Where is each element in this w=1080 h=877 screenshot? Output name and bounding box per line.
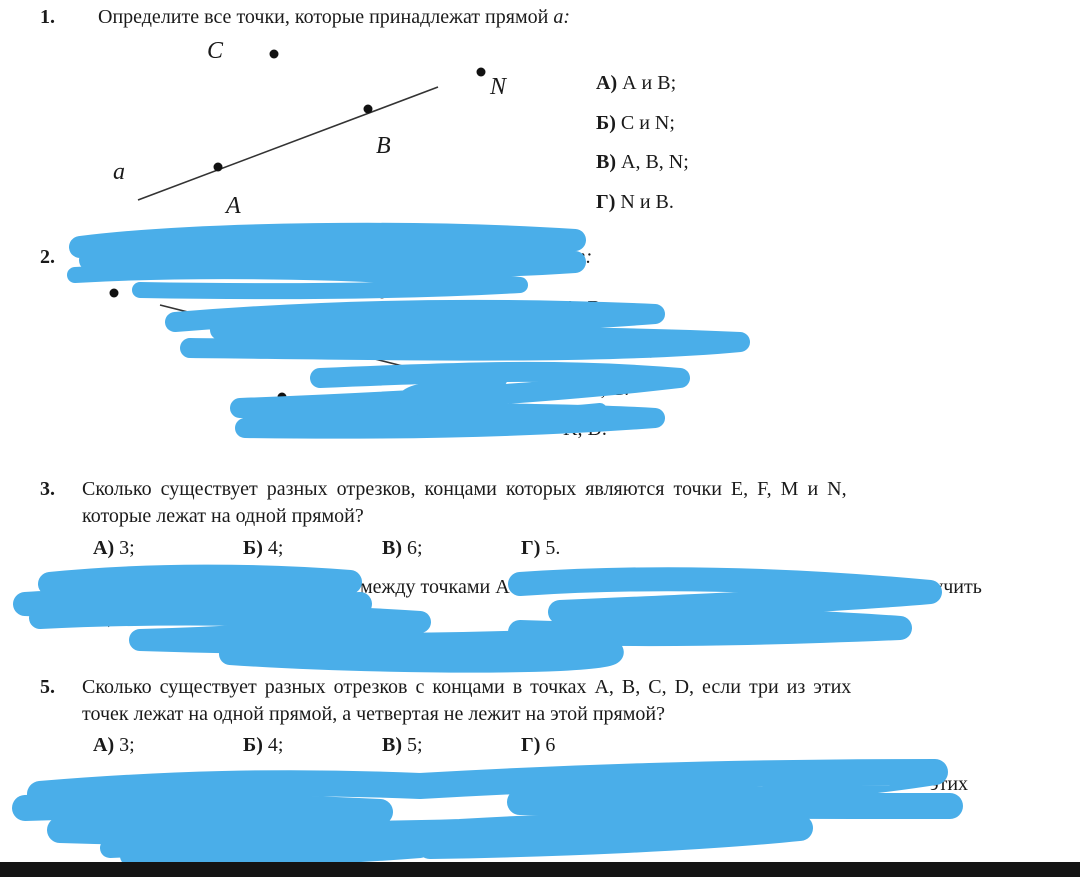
- q4-fragment-4: 5.: [540, 637, 555, 659]
- q1-option-c: В) A, B, N;: [596, 151, 689, 173]
- q1-label-c: C: [207, 38, 224, 64]
- q1-label-n: N: [490, 74, 507, 100]
- q6-fragment-1: существует разных отр: [230, 773, 427, 795]
- q1-question: Определите все точки, которые принадлежат прямой: [98, 6, 549, 28]
- q2-text-right: лежат прямой m:: [448, 246, 593, 268]
- scribble-q2-body-1: [175, 310, 740, 351]
- q5-option-b: Б) 4;: [243, 734, 284, 756]
- scribble-q4-2: [520, 579, 930, 634]
- q1-option-a: А) А и В;: [596, 72, 677, 94]
- q5-line1: Сколько существует разных отрезков с концами в точках A, B, C, D, если три из этих: [82, 676, 852, 698]
- q6-fragment-4: Г) 5.: [521, 832, 560, 854]
- q4-fragment-2: AB получить: [870, 576, 982, 598]
- q1-option-b: Б) C и N;: [596, 112, 675, 134]
- bottom-dark-bar: [0, 862, 1080, 877]
- q2-text-left: Укажите все: [84, 246, 190, 268]
- scribble-q2-header: [80, 234, 575, 269]
- q2-option-b: A, B, K, D;: [563, 338, 656, 360]
- q3-line2: которые лежат на одной прямой?: [82, 505, 364, 527]
- q5-number: 5.: [40, 676, 55, 698]
- q2-number: 2.: [40, 246, 55, 268]
- q4-fragment-1: между точками A и B: [360, 576, 543, 598]
- q1-number: 1.: [40, 6, 55, 28]
- q6-fragment-3: В): [382, 832, 402, 854]
- q5-line2: точек лежат на одной прямой, а четвертая не лежит на этой прямой?: [82, 703, 665, 725]
- q3-option-b: Б) 4;: [243, 537, 284, 559]
- q3-option-a: А) 3;: [93, 537, 135, 559]
- q3-number: 3.: [40, 478, 55, 500]
- q5-option-d: Г) 6: [521, 734, 556, 756]
- q1-label-b: B: [376, 133, 391, 159]
- q3-option-d: Г) 5.: [521, 537, 561, 559]
- scribble-q6-3: [110, 844, 420, 857]
- q2-option-c: A, B, C.: [563, 378, 630, 400]
- q6-fragment-2: этих: [930, 773, 969, 795]
- q3-line1: Сколько существует разных отрезков, концами которых являются точки E, F, M и N,: [82, 478, 847, 500]
- q3-option-c: В) 6;: [382, 537, 423, 559]
- q5-option-a: А) 3;: [93, 734, 135, 756]
- q1-label-a-line: a: [113, 159, 125, 185]
- scribble-q2-header-2: [75, 271, 520, 291]
- q2-line-name: m:: [571, 246, 593, 268]
- q2-option-a: A, B;: [563, 297, 607, 319]
- q1-option-d: Г) N и B.: [596, 191, 674, 213]
- q5-option-c: В) 5;: [382, 734, 423, 756]
- q1-line-name: a:: [553, 6, 570, 28]
- q4-fragment-3: А): [93, 606, 115, 628]
- q2-option-d: K, D.: [563, 418, 607, 440]
- q1-label-a-point: A: [226, 193, 241, 219]
